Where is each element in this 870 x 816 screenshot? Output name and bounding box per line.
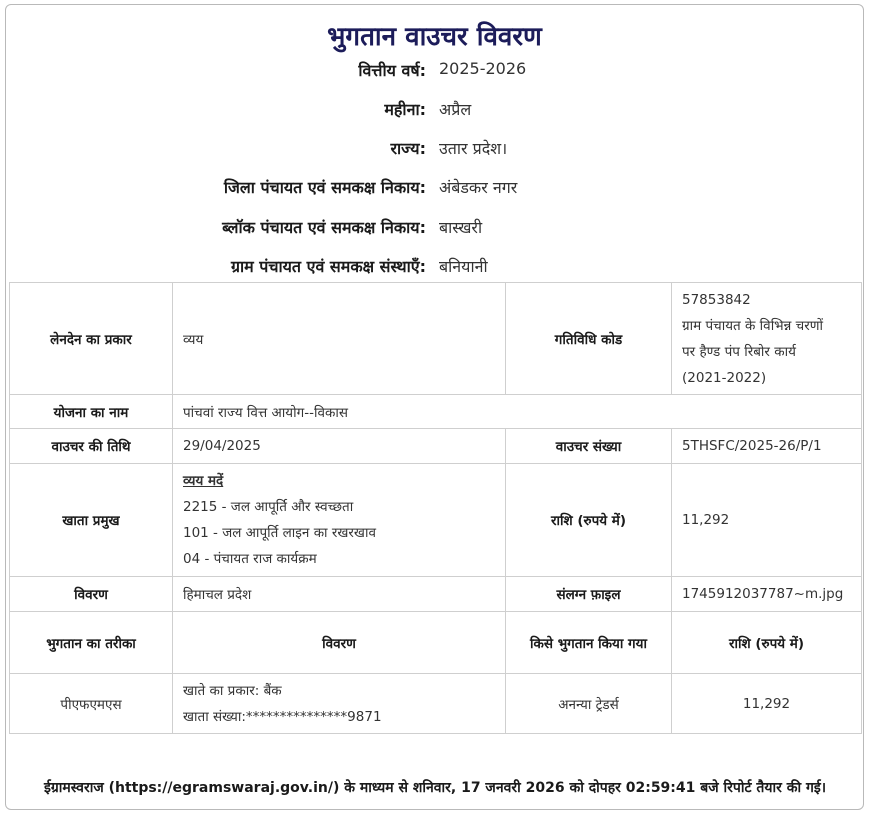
- table-row: [10, 464, 862, 577]
- activity-code-value: [672, 283, 862, 395]
- amount-label: राशि (रुपये में): [506, 464, 672, 577]
- block-label: ब्लॉक पंचायत एवं समकक्ष निकाय:: [222, 218, 426, 237]
- scheme-value: पांचवां राज्य वित्त आयोग--विकास: [173, 395, 862, 429]
- financial-year-label: वित्तीय वर्ष:: [358, 61, 426, 80]
- details-value: हिमाचल प्रदेश: [173, 577, 506, 612]
- state-label: राज्य:: [390, 139, 426, 158]
- account-number: खाता संख्या:***************9871: [183, 708, 382, 725]
- activity-desc-line-2: पर हैण्ड पंप रिबोर कार्य: [682, 343, 796, 360]
- attached-file-label: संलग्न फ़ाइल: [506, 577, 672, 612]
- activity-code-label: गतिविधि कोड: [506, 283, 672, 395]
- financial-year-row: [6, 59, 866, 85]
- txn-type-value: व्यय: [173, 283, 506, 395]
- block-row: [6, 216, 866, 242]
- month-row: [6, 98, 866, 124]
- payment-amount-header: राशि (रुपये में): [672, 612, 862, 674]
- table-row: [10, 283, 862, 395]
- gp-value: बनियानी: [439, 257, 488, 276]
- district-label: जिला पंचायत एवं समकक्ष निकाय:: [223, 178, 426, 197]
- table-row: [10, 429, 862, 464]
- district-value: अंबेडकर नगर: [439, 178, 518, 197]
- gp-row: [6, 255, 866, 281]
- payment-mode-header: भुगतान का तरीका: [10, 612, 173, 674]
- voucher-date-value: 29/04/2025: [173, 429, 506, 464]
- attached-file-link[interactable]: 1745912037787~m.jpg: [672, 577, 862, 612]
- state-value: उतार प्रदेश।: [439, 139, 508, 158]
- report-footer: ईग्रामस्वराज (https://egramswaraj.gov.in/) के माध्यम से शनिवार, 17 जनवरी 2026 को दोपहर 02:59:41 बजे रिपोर्ट तैयार की गई।: [43, 780, 827, 796]
- amount-value: 11,292: [672, 464, 862, 577]
- month-label: महीना:: [384, 100, 426, 119]
- payment-details-cell: [173, 674, 506, 734]
- activity-desc-line-3: (2021-2022): [682, 369, 767, 386]
- block-value: बास्खरी: [439, 218, 483, 237]
- expense-head-1: 2215 - जल आपूर्ति और स्वच्छता: [183, 499, 354, 515]
- expense-head-2: 101 - जल आपूर्ति लाइन का रखरखाव: [183, 525, 376, 541]
- payment-row: [10, 674, 862, 734]
- account-head-label: खाता प्रमुख: [10, 464, 173, 577]
- month-value: अप्रैल: [439, 100, 472, 119]
- payee-value: अनन्या ट्रेडर्स: [506, 674, 672, 734]
- payment-mode-value: पीएफएमएस: [10, 674, 173, 734]
- payee-header: किसे भुगतान किया गया: [506, 612, 672, 674]
- activity-code-number: 57853842: [682, 291, 751, 308]
- state-row: [6, 137, 866, 163]
- gp-label: ग्राम पंचायत एवं समकक्ष संस्थाएँ:: [230, 257, 426, 276]
- expense-heads-cell: [173, 464, 506, 577]
- payment-header-row: [10, 612, 862, 674]
- voucher-date-label: वाउचर की तिथि: [10, 429, 173, 464]
- voucher-no-value: 5THSFC/2025-26/P/1: [672, 429, 862, 464]
- details-label: विवरण: [10, 577, 173, 612]
- payment-details-header: विवरण: [173, 612, 506, 674]
- txn-type-label: लेनदेन का प्रकार: [10, 283, 173, 395]
- page-title: भुगतान वाउचर विवरण: [327, 22, 542, 52]
- voucher-no-label: वाउचर संख्या: [506, 429, 672, 464]
- expense-heads-title: व्यय मदें: [183, 473, 224, 489]
- account-type: खाते का प्रकार: बैंक: [183, 682, 282, 699]
- financial-year-value: 2025-2026: [439, 59, 527, 78]
- table-row: [10, 395, 862, 429]
- district-row: [6, 176, 866, 202]
- table-row: [10, 577, 862, 612]
- voucher-table: [9, 282, 862, 734]
- expense-head-3: 04 - पंचायत राज कार्यक्रम: [183, 551, 317, 567]
- activity-desc-line-1: ग्राम पंचायत के विभिन्न चरणों: [682, 317, 824, 334]
- scheme-label: योजना का नाम: [10, 395, 173, 429]
- payment-amount-value: 11,292: [672, 674, 862, 734]
